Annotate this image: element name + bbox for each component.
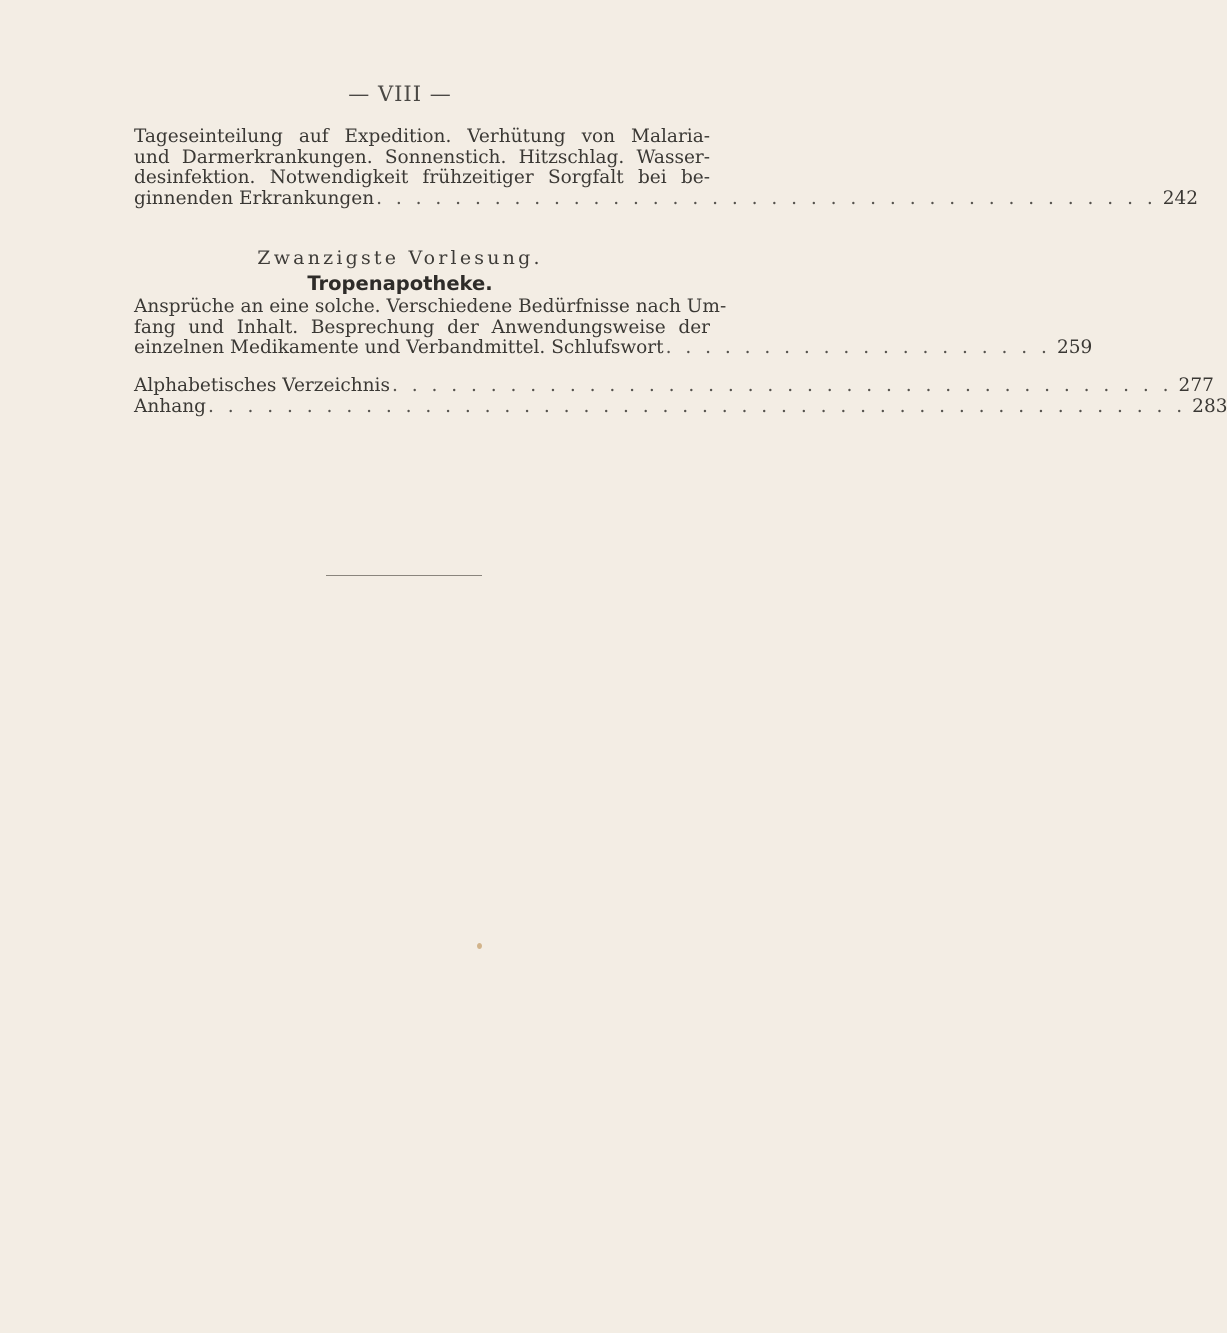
lecture-title: Tropenapotheke. [307,272,493,295]
toc-entry-appendix [134,396,1227,418]
lecture-heading: Zwanzigste Vorlesung. [257,247,543,269]
toc-line [134,375,1214,397]
toc-entry-index [134,375,1214,397]
page-reference: 242 [1162,187,1199,209]
page-number: — VIII — [348,82,452,106]
summary-last-line [134,187,1199,210]
toc-entry-label: Anhang [134,396,206,417]
summary-line: und Darmerkrankungen. Sonnenstich. Hitzschlag. Wasser- [134,146,710,168]
closing-rule [326,575,482,576]
toc-entry-lecture-19-summary [134,126,1199,209]
summary-line: Tageseinteilung auf Expedition. Verhütung von Malaria- [134,126,710,147]
dot-leader: . . . . . . . . . . . . . . . . . . . . . . . . . . . . . . . . . . . . . . . . [391,375,1173,396]
paper-speck [477,943,482,949]
page-reference: 259 [1056,337,1093,358]
page-reference: 283 [1192,396,1227,417]
dot-leader: . . . . . . . . . . . . . . . . . . . . . . . . . . . . . . . . . . . . . . . . [376,187,1157,209]
page-reference: 277 [1178,375,1214,396]
summary-last-line [134,337,1093,359]
summary-line-text: ginnenden Erkrankungen [134,187,375,209]
toc-line [134,396,1227,418]
dot-leader: . . . . . . . . . . . . . . . . . . . . . . . . . . . . . . . . . . . . . . . . . . . . . . . . . . [207,396,1187,417]
summary-line: desinfektion. Notwendigkeit frühzeitiger Sorgfalt bei be- [134,167,710,188]
summary-line: fang und Inhalt. Besprechung der Anwendungsweise der [134,316,710,338]
toc-entry-label: Alphabetisches Verzeichnis [134,375,390,396]
toc-entry-lecture-20-summary [134,296,1093,359]
dot-leader: . . . . . . . . . . . . . . . . . . . . [665,337,1051,358]
summary-line: Ansprüche an eine solche. Verschiedene Bedürfnisse nach Um- [134,296,727,317]
summary-line-text: einzelnen Medikamente und Verbandmittel. Schlufswort [134,337,664,358]
